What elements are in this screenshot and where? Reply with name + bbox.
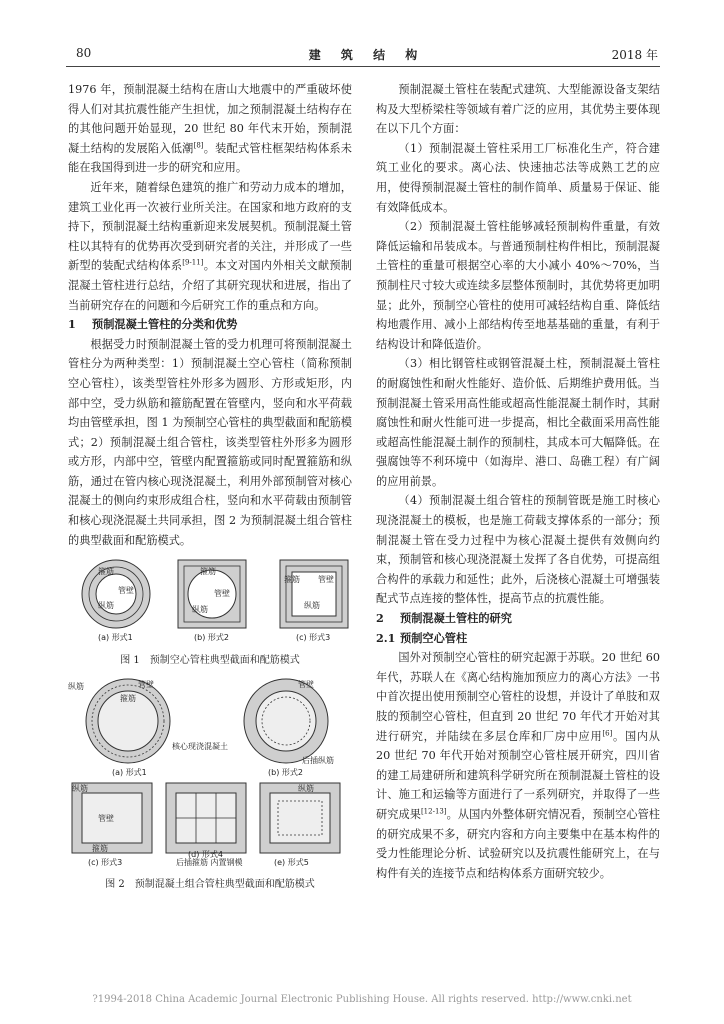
fig1-section-a	[82, 560, 150, 628]
right-paragraph-6: 国外对预制空心管柱的研究起源于苏联。20 世纪 60 年代，苏联人在《离心结构施加预应力的离心方法》一书中首次提出使用预制空心管柱的设想，并设计了单肢和双肢的预制空心管柱，但直到 20 世纪 70 年代才开始对其进行研究，并陆续在多层仓库和厂房中应用[6]。国内从 20 世纪 70 年代开始对预制空心管柱展开研究，四川省的建工局建研所和建筑科学研究所在预制混凝土管柱的设计、施工和运输等方面进行了一系列研究，并取得了一些研究成果[12-13]。从国内外整体研究情况看，预制空心管柱的研究成果不多，研究内容和方向主要集中在基本构件的受力性能理论分析、试验研究以及抗震性能研究上，在与构件有关的连接节点和结构体系方面研究较少。	[376, 651, 660, 880]
figure-1-caption: 图 1 预制空心管柱典型截面和配筋模式	[120, 654, 300, 666]
left-column	[68, 80, 352, 899]
fig2-a-pipe-label: 管壁	[138, 679, 154, 689]
fig1-b-hoop-label: 箍筋	[200, 567, 216, 577]
fig2-d-post-label: 后插箍筋 内置钢模	[176, 857, 243, 867]
fig1-section-c	[280, 560, 348, 628]
figure-1-diagram	[68, 558, 352, 642]
citation[interactable]: [12-13]	[420, 807, 447, 816]
fig1-b-pipe-label: 管壁	[214, 589, 230, 599]
figure-2-diagram	[68, 677, 352, 867]
fig2-section-b	[244, 679, 334, 765]
fig1-c-caption: (c) 形式3	[296, 633, 331, 643]
fig1-a-pipe-label: 管壁	[118, 586, 134, 596]
figure-2-caption: 图 2 预制混凝土组合管柱典型截面和配筋模式	[105, 879, 315, 891]
fig1-a-caption: (a) 形式1	[98, 633, 133, 643]
citation[interactable]: [9-11]	[182, 258, 204, 267]
fig1-c-hoop-label: 箍筋	[284, 575, 300, 585]
right-paragraph-5: （4）预制混凝土组合管柱的预制管既是施工时核心现浇混凝土的模板，也是施工荷载支撑体系的一部分；预制混凝土管在受力过程中为核心混凝土提供有效侧向约束，预制管和核心现浇混凝土发挥了各自优势，可提高组合构件的承载力和延性；此外，后浇核心混凝土可增强装配式节点连接的整体性，提高节点的抗震性能。	[376, 494, 660, 606]
fig2-a-hoop-label: 箍筋	[120, 693, 136, 703]
journal-title: 建 筑 结 构	[308, 48, 426, 62]
fig1-c-long-label: 纵筋	[304, 601, 320, 611]
citation[interactable]: [6]	[602, 728, 613, 737]
fig2-d-caption: (d) 形式4	[188, 849, 223, 859]
left-paragraph-1: 1976 年，预制混凝土结构在唐山大地震中的严重破坏使得人们对其抗震性能产生担忧，加之预制混凝土结构存在的其他问题开始显现，20 世纪 80 年代末开始，预制混凝土结构的发展陷入低潮[8]。装配式管柱框架结构体系未能在我国得到进一步的研究和应用。	[68, 83, 352, 175]
right-paragraph-4: （3）相比钢管柱或钢管混凝土柱，预制混凝土管柱的耐腐蚀性和耐火性能好、造价低、后期维护费用低。当预制混凝土管采用高性能或超高性能混凝土制作时，其耐腐蚀性和耐火性能可进一步提高，相比全截面采用高性能或超高性能混凝土制作的预制柱，其成本可大幅降低。在强腐蚀等不利环境中（如海岸、港口、岛礁工程）有广阔的应用前景。	[376, 357, 660, 488]
page-number: 80	[76, 46, 92, 60]
fig2-c-caption: (c) 形式3	[88, 857, 123, 867]
fig2-b-pipe-label: 管壁	[298, 679, 314, 689]
fig2-c-long-label: 纵筋	[72, 783, 88, 793]
right-column	[376, 80, 660, 883]
fig2-c-pipe-label: 管壁	[98, 813, 114, 823]
fig2-e-caption: (e) 形式5	[274, 857, 309, 867]
fig1-b-caption: (b) 形式2	[194, 633, 229, 643]
fig2-section-e	[260, 783, 340, 853]
citation[interactable]: [8]	[193, 141, 204, 150]
fig2-section-d	[166, 783, 246, 853]
section-heading-2-1: 2.1 预制空心管柱	[376, 630, 468, 645]
figure-1	[68, 558, 352, 669]
right-paragraph-2: （1）预制混凝土管柱采用工厂标准化生产，符合建筑工业化的要求。离心法、快速抽芯法等成熟工艺的应用，使得预制混凝土管柱的制作简单、质量易于保证、能有效降低成本。	[376, 141, 660, 214]
section-heading-2: 2 预制混凝土管柱的研究	[376, 611, 512, 626]
fig2-a-caption: (a) 形式1	[112, 767, 147, 777]
header-rule	[66, 66, 660, 67]
right-paragraph-3: （2）预制混凝土管柱能够减轻预制构件重量，有效降低运输和吊装成本。与普通预制柱构件相比，预制混凝土管柱的重量可根据空心率的大小减小 40%～70%，当预制柱尺寸较大或连续多层整体预制时，其优势将更加明显；此外，预制空心管柱的使用可减轻结构自重、降低结构地震作用、减小上部结构传至地基基础的重量，有利于结构设计和降低造价。	[376, 220, 660, 351]
right-paragraph-1: 预制混凝土管柱在装配式建筑、大型能源设备支架结构及大型桥梁柱等领域有着广泛的应用，其优势主要体现在以下几个方面：	[376, 83, 660, 136]
fig2-section-c	[72, 783, 152, 853]
fig2-a-core-label: 核心现浇混凝土	[172, 741, 228, 751]
page-header	[76, 46, 658, 66]
fig2-a-long-label: 纵筋	[68, 681, 84, 691]
left-paragraph-3: 根据受力时预制混凝土管的受力机理可将预制混凝土管柱分为两种类型：1）预制混凝土空心管柱（简称预制空心管柱），该类型管柱外形多为圆形、方形或矩形，内部中空，受力纵筋和箍筋配置在管壁内，竖向和水平荷载均由管壁承担，图 1 为预制空心管柱的典型截面和配筋模式；2）预制混凝土组合管柱，该类型管柱外形多为圆形或方形，内部中空，管壁内配置箍筋或同时配置箍筋和纵筋，通过在管内核心现浇混凝土，利用外部预制管对核心混凝土的侧向约束形成组合柱，竖向和水平荷载由预制管和核心现浇混凝土共同承担，图 2 为预制混凝土组合管柱的典型截面和配筋模式。	[68, 337, 352, 547]
figure-2	[68, 677, 352, 894]
fig1-c-pipe-label: 管壁	[318, 575, 334, 585]
left-paragraph-2: 近年来，随着绿色建筑的推广和劳动力成本的增加，建筑工业化再一次被行业所关注。在国家和地方政府的支持下，预制混凝土结构重新迎来发展契机。预制混凝土管柱以其特有的优势再次受到研究者的关注，并形成了一些新型的装配式结构体系[9-11]。本文对国内外相关文献预制混凝土管柱进行总结，介绍了其研究现状和进展，指出了当前研究存在的问题和今后研究工作的重点和方向。	[68, 180, 352, 312]
fig1-a-hoop-label: 箍筋	[98, 567, 114, 577]
fig1-a-long-label: 纵筋	[98, 601, 114, 611]
fig1-b-long-label: 纵筋	[192, 605, 208, 615]
section-heading-1: 1 预制混凝土管柱的分类和优势	[68, 317, 238, 332]
fig2-c-hoop-label: 箍筋	[92, 843, 108, 853]
fig2-e-long-label: 纵筋	[298, 783, 314, 793]
fig2-section-a	[68, 679, 228, 763]
fig1-section-b	[178, 560, 246, 628]
fig2-b-caption: (b) 形式2	[268, 767, 303, 777]
journal-year: 2018 年	[611, 48, 658, 62]
copyright-footer: ?1994-2018 China Academic Journal Electronic Publishing House. All rights reserved. http://www.cnki.net	[92, 994, 632, 1005]
fig2-b-post-long-label: 后插纵筋	[302, 755, 334, 765]
